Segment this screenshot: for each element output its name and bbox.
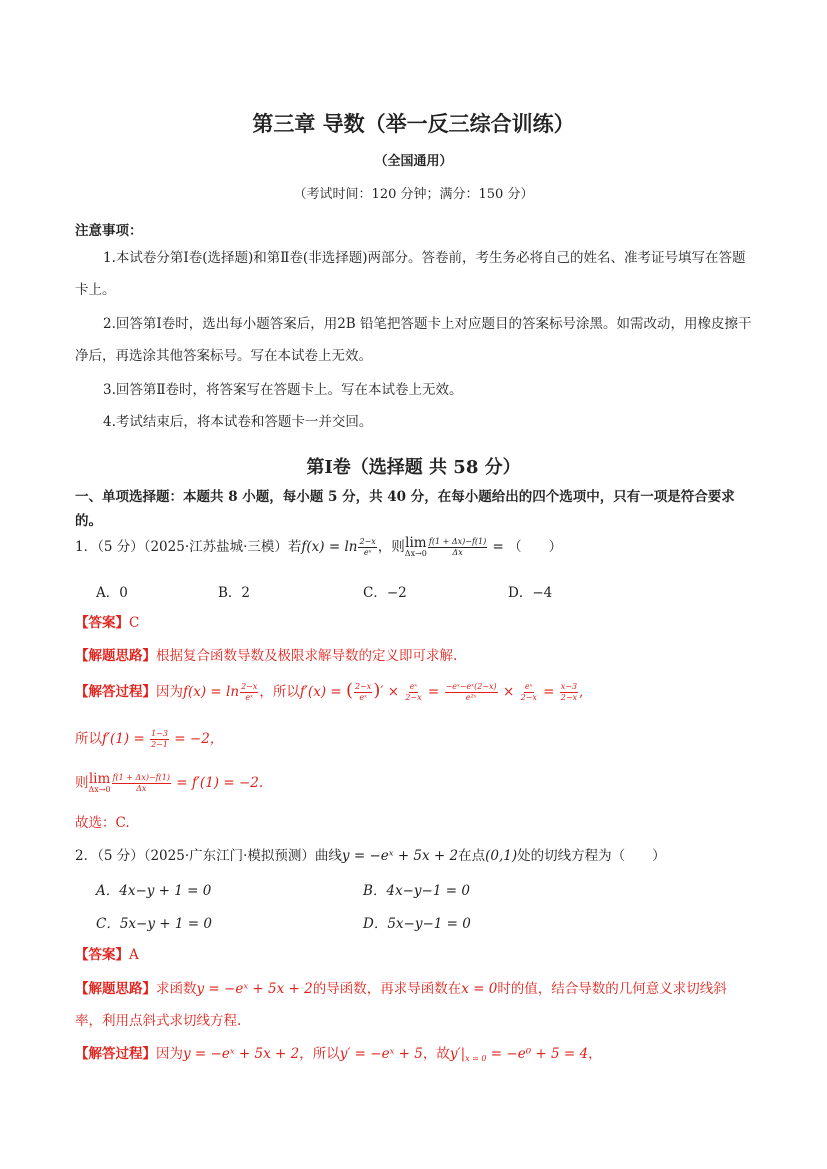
q1-l3-lim-sub: Δx→0	[88, 785, 111, 794]
q1-l3-den: Δx	[136, 784, 147, 793]
q1-p-frac2	[404, 682, 422, 703]
q1-l2a: 所以	[75, 731, 102, 747]
q1-answer	[75, 613, 139, 633]
q2-prefix: 2．（5 分）（2025·广东江门·模拟预测）曲线	[75, 848, 342, 864]
q2-idea-e: 时的值，结合导数的几何意义求切线斜	[497, 981, 727, 997]
q2-idea-a: 求函数	[156, 981, 197, 997]
q1-p-den2: 2−x	[405, 693, 422, 702]
q2-process-label: 【解答过程】	[75, 1046, 156, 1062]
q1-p-num5: x−3	[560, 682, 578, 691]
q2-ph: ，	[588, 1046, 602, 1062]
q1-p-num1: 2−x	[241, 682, 258, 691]
notice-item-2: 2.回答第Ⅰ卷时，选出每小题答案后，用2B 铅笔把答题卡上对应题目的答案标号涂黑。如需改动，用橡皮擦干净后，再选涂其他答案标号。写在本试卷上无效。	[75, 316, 752, 364]
q2-process-line-1	[75, 1044, 602, 1069]
q2-pf: y′|	[449, 1046, 466, 1062]
q1-p-den1b: eˣ	[359, 693, 367, 702]
q2-curve: y = −eˣ + 5x + 2	[341, 848, 459, 864]
q2-pa: 因为	[156, 1046, 183, 1062]
q2-idea-c: 的导函数，再求导函数在	[312, 981, 462, 997]
q1-process-line-3	[75, 773, 263, 794]
q1-p-frac3	[445, 682, 498, 703]
q1-frac-num: 2−x	[359, 537, 376, 546]
q1-option-c[interactable]: C．−2	[363, 585, 407, 601]
q1-then: ，则	[377, 539, 405, 555]
q2-pg: = −e⁰ + 5 = 4	[486, 1046, 589, 1062]
q1-p-num3: −eˣ−eˣ(2−x)	[445, 682, 497, 691]
q2-answer	[75, 945, 139, 965]
q2-option-c[interactable]: C．5x−y + 1 = 0	[96, 916, 212, 932]
q1-p-frac1b	[354, 682, 372, 703]
question-1-stem	[75, 537, 562, 558]
q1-option-a[interactable]: A．0	[96, 585, 128, 601]
q1-p-frac1	[240, 682, 258, 703]
q1-lim-sub: Δx→0	[404, 549, 427, 558]
q1-l2-num: 1−3	[151, 729, 168, 738]
q1-p-frac5	[560, 682, 578, 703]
q2-pd: y′ = −eˣ + 5	[339, 1046, 423, 1062]
q2-point: (0,1)	[485, 848, 518, 864]
q1-option-b[interactable]: B．2	[218, 585, 251, 601]
q1-p1b: f(x) = ln	[183, 684, 240, 700]
notice-item-4: 4.考试结束后，将本试卷和答题卡一并交回。	[103, 414, 373, 430]
q2-answer-value: A	[129, 947, 139, 963]
q1-p-den1: eˣ	[245, 693, 253, 702]
q2-pc: ，所以	[299, 1046, 340, 1062]
notice-heading: 注意事项：	[75, 223, 143, 239]
q1-l3-frac	[112, 773, 171, 794]
q2-pb: y = −eˣ + 5x + 2	[183, 1046, 300, 1062]
section-title: 第Ⅰ卷（选择题 共 58 分）	[306, 457, 521, 478]
q1-lim-word: lim	[405, 535, 427, 551]
q2-idea-label: 【解题思路】	[75, 981, 156, 997]
q1-answer-label: 【答案】	[75, 615, 129, 631]
q1-l2-den: 2−1	[151, 740, 168, 749]
q1-l2c: = −2，	[169, 731, 224, 747]
q1-l3-limit	[89, 773, 111, 794]
q1-p-num1b: 2−x	[355, 682, 372, 691]
q1-l3-tail: = f′(1) = −2.	[171, 775, 264, 791]
q1-p-frac4	[520, 682, 538, 703]
q2-option-a[interactable]: A．4x−y + 1 = 0	[96, 883, 212, 899]
q1-idea	[75, 646, 457, 666]
exam-info: （考试时间：120 分钟；满分：150 分）	[293, 187, 534, 202]
q1-p-num4: eˣ	[524, 682, 533, 691]
q1-lim-den: Δx	[452, 548, 463, 557]
section-description: 一、单项选择题：本题共 8 小题，每小题 5 分，共 40 分，在每小题给出的四个选项中，只有一项是符合要求的。	[75, 489, 735, 529]
q1-p1c: ，所以	[259, 684, 300, 700]
q2-pe: ，故	[422, 1046, 450, 1062]
q1-limit	[405, 537, 427, 558]
q1-p1e: ′ ×	[380, 684, 404, 700]
q1-fraction	[358, 537, 376, 558]
q1-p1d: f′(x) =	[299, 684, 346, 700]
q2-tail: 处的切线方程为（ ）	[517, 848, 666, 864]
notice-item-1: 1.本试卷分第Ⅰ卷(选择题)和第Ⅱ卷(非选择题)两部分。答卷前，考生务必将自己的姓名、准考证号填写在答题卡上。	[75, 250, 746, 298]
q1-prefix: 1．（5 分）（2025·江苏盐城·三模）若	[75, 539, 302, 555]
q1-function: f(x) = ln	[301, 539, 358, 555]
page-title: 第三章 导数（举一反三综合训练）	[252, 111, 575, 136]
q1-p-den3: e²ˣ	[465, 693, 477, 702]
q2-option-d[interactable]: D．5x−y−1 = 0	[363, 916, 471, 932]
q1-lim-num: f(1 + Δx)−f(1)	[428, 537, 487, 546]
q1-process-line-1: 【解答过程】因为f(x) = ln $\frac{2-x}{\text{eˣ}}$ ，所以f′(x) = ( $\frac{2-x}{\text{eˣ}}$ )′ × $\frac{\text{eˣ}}{2-x}$ = $\frac{\text{−eˣ−eˣ(2−x)}}{\text{e²ˣ}}$ × $\frac{\text{eˣ}}{2-x}$ = $\frac{x-3}{2-x}$ ,	[75, 680, 584, 702]
q1-lim-fraction	[428, 537, 487, 558]
q2-mid: 在点	[458, 848, 486, 864]
q1-p1a: 因为	[156, 684, 183, 700]
q1-l2b: f′(1) =	[102, 731, 150, 747]
q2-idea-line-1	[75, 979, 727, 999]
q2-answer-label: 【答案】	[75, 947, 129, 963]
q1-l3-num: f(1 + Δx)−f(1)	[112, 773, 170, 782]
q1-l3-lim-word: lim	[88, 771, 111, 787]
q2-idea-b: y = −eˣ + 5x + 2	[196, 981, 313, 997]
q1-frac-den: eˣ	[363, 548, 372, 557]
q1-p-den5: 2−x	[560, 693, 578, 702]
q2-idea-line-2: 率，利用点斜式求切线方程.	[75, 1013, 242, 1029]
q1-idea-text: 根据复合函数导数及极限求解导数的定义即可求解.	[156, 648, 458, 664]
q1-conclusion: 故选：C.	[75, 815, 130, 831]
q1-l2-frac	[150, 729, 169, 750]
q1-tail: = （ ）	[488, 539, 563, 555]
q1-p1g: ,	[579, 684, 584, 700]
page-subtitle: （全国通用）	[374, 154, 453, 169]
q1-l3a: 则	[75, 775, 89, 791]
q1-idea-label: 【解题思路】	[75, 648, 156, 664]
q1-answer-value: C	[129, 615, 140, 631]
q1-p1f: ×	[498, 684, 519, 700]
q1-p-num2: eˣ	[409, 682, 418, 691]
question-2-stem	[75, 846, 666, 866]
q1-process-line-2	[75, 729, 223, 750]
notice-item-3: 3.回答第Ⅱ卷时，将答案写在答题卡上。写在本试卷上无效。	[103, 382, 463, 398]
q1-p-den4: 2−x	[520, 693, 537, 702]
q2-option-b[interactable]: B．4x−y−1 = 0	[363, 883, 470, 899]
q1-process-label: 【解答过程】	[75, 684, 156, 700]
q2-idea-d: x = 0	[461, 981, 498, 997]
q2-pf-sub: x = 0	[465, 1054, 487, 1063]
q1-option-d[interactable]: D．−4	[508, 585, 553, 601]
